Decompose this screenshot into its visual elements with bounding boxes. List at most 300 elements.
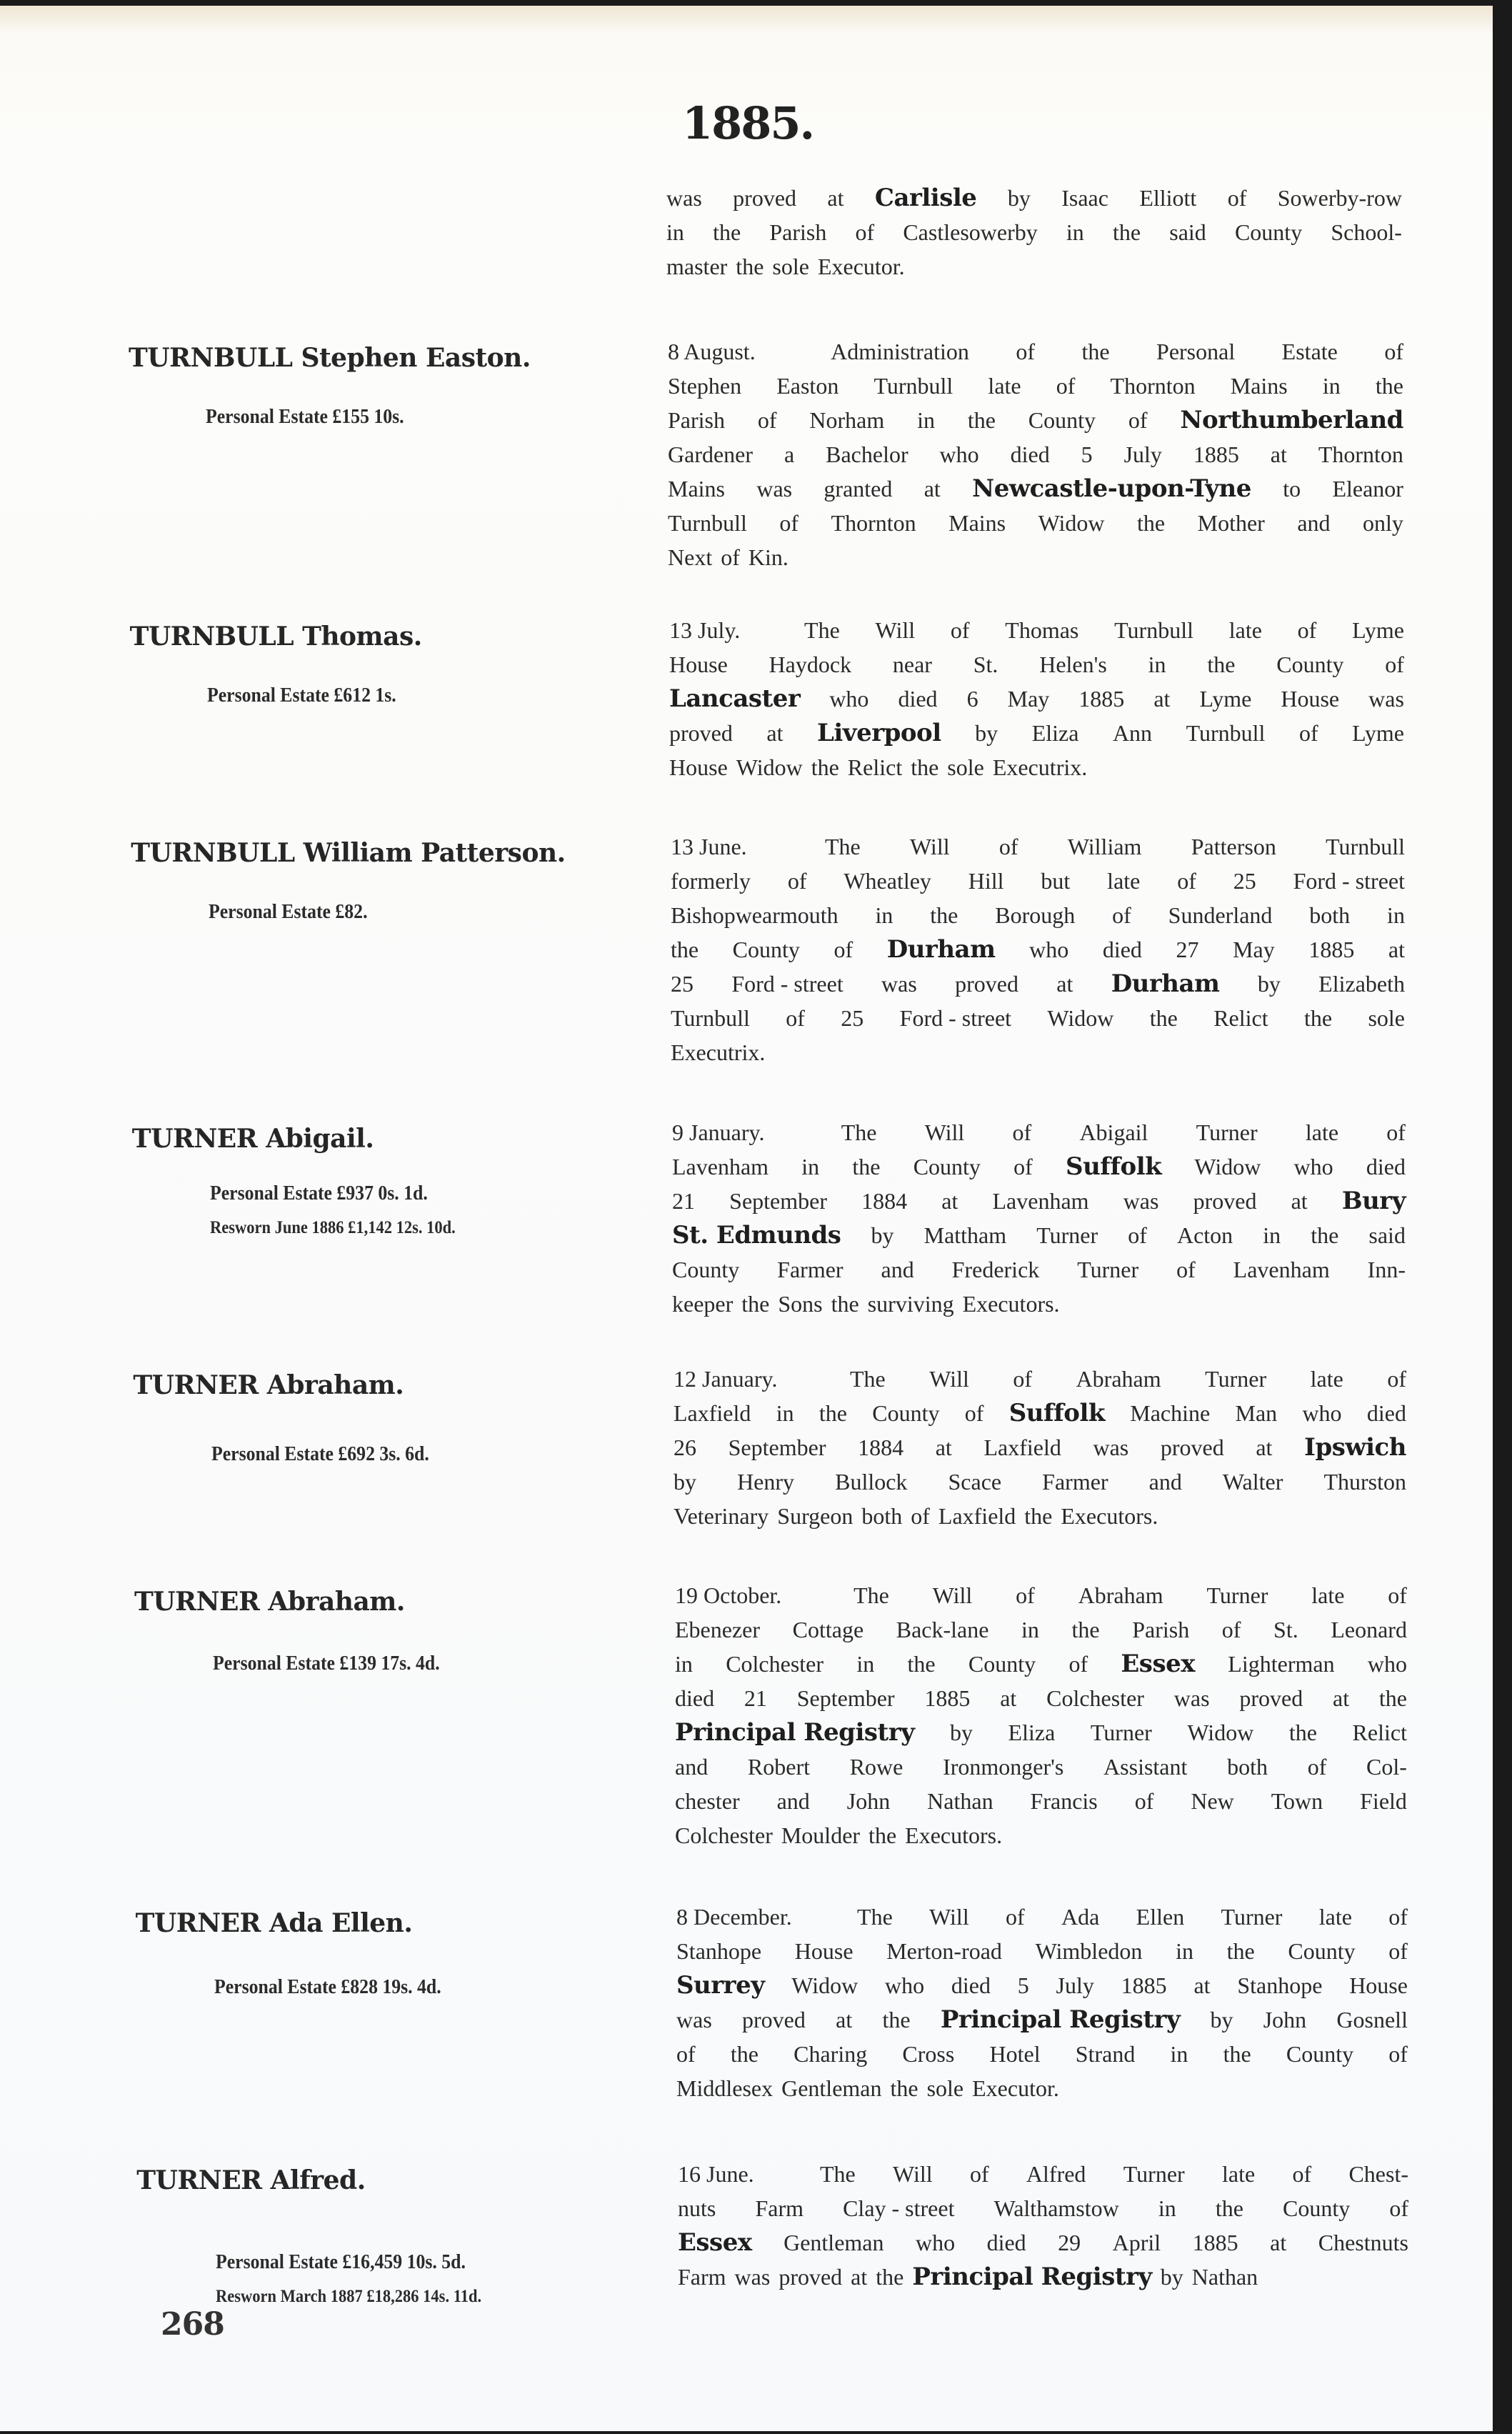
word: Lavenham: [992, 1188, 1089, 1214]
word: of: [1388, 1582, 1407, 1608]
word: who: [1029, 937, 1069, 962]
word: the: [811, 754, 839, 780]
text-line: [678, 2260, 1408, 2294]
personal-estate-value: Personal Estate £692 3s. 6d.: [211, 1443, 429, 1465]
word: Abraham: [1078, 1582, 1163, 1608]
word: Eleanor: [1332, 476, 1403, 502]
word: in: [1170, 2041, 1188, 2067]
word: Widow: [1187, 1720, 1254, 1745]
word: granted: [823, 476, 893, 502]
personal-estate-value: Personal Estate £937 0s. 1d.: [210, 1182, 428, 1204]
word: surviving: [867, 1291, 954, 1317]
word: Sowerby-row: [1277, 185, 1402, 211]
word: said: [1368, 1222, 1406, 1248]
text-line: [676, 2037, 1408, 2071]
word: 6: [966, 686, 978, 712]
word: William: [1067, 834, 1142, 859]
word: in: [875, 902, 893, 928]
word: of: [1006, 1904, 1025, 1930]
word: at: [1270, 442, 1287, 467]
word: Stanhope: [1237, 1972, 1323, 1998]
word: Moulder: [781, 1822, 861, 1848]
word: was: [1093, 1435, 1129, 1460]
word: The: [849, 1366, 886, 1392]
word: the: [1223, 2041, 1251, 2067]
personal-estate-value: Personal Estate £82.: [209, 901, 368, 923]
word: the: [852, 1154, 881, 1179]
text-line: [675, 1578, 1407, 1612]
word: Turnbull: [1186, 720, 1266, 746]
word: of: [998, 834, 1018, 859]
entry-text: [678, 2157, 1408, 2294]
word: May: [1233, 937, 1275, 962]
word: Norham: [809, 407, 885, 433]
word: and: [1297, 510, 1331, 536]
word: The: [841, 1119, 877, 1145]
word: Kin.: [748, 544, 788, 570]
word: died: [898, 686, 938, 712]
personal-estate-value: Personal Estate £155 10s.: [206, 406, 404, 428]
word: of: [1221, 1617, 1241, 1642]
text-line: [666, 249, 1402, 284]
word: Haydock: [768, 652, 852, 677]
grant-date: 8 August.: [668, 339, 756, 364]
word: Turner: [1206, 1582, 1268, 1608]
word: 25: [841, 1005, 864, 1031]
word: Next: [668, 544, 713, 570]
word: of: [1227, 185, 1247, 211]
place-name: Essex: [678, 2228, 752, 2257]
word: was: [1123, 1188, 1159, 1214]
word: of: [1385, 652, 1404, 677]
place-name: Durham: [886, 935, 996, 964]
word: in: [776, 1400, 794, 1426]
text-line: [671, 829, 1405, 864]
word: Turner: [1123, 2161, 1185, 2187]
word: the: [1288, 1720, 1317, 1745]
word: Bishopwearmouth: [671, 902, 838, 928]
word: of: [1177, 868, 1196, 894]
word: the: [1112, 219, 1141, 245]
decedent-name: TURNER Alfred.: [136, 2165, 366, 2195]
word: of: [757, 407, 777, 433]
word: Strand: [1075, 2041, 1136, 2067]
word: only: [1363, 510, 1403, 536]
word: sole: [1368, 1005, 1405, 1031]
word: Stephen: [668, 373, 742, 399]
word: was: [1173, 1685, 1210, 1711]
word: 5: [1081, 442, 1093, 467]
word: of: [1389, 2195, 1408, 2221]
word: House: [794, 1938, 853, 1964]
word: Turnbull: [671, 1005, 750, 1031]
word: Farm: [678, 2264, 726, 2290]
word: Executors.: [905, 1822, 1003, 1848]
grant-date: 19 October.: [675, 1582, 782, 1608]
word: the: [736, 254, 764, 279]
word: by: [1257, 971, 1281, 997]
text-line: [674, 1396, 1406, 1430]
word: 5: [1017, 1972, 1029, 1998]
grant-date: 13 June.: [671, 834, 747, 859]
word: Administration: [831, 339, 969, 364]
word: Mattham: [923, 1222, 1007, 1248]
word: Acton: [1176, 1222, 1233, 1248]
word: died: [1010, 442, 1050, 467]
word: at: [923, 476, 941, 502]
word: Hotel: [989, 2041, 1041, 2067]
word: the: [1378, 1685, 1407, 1711]
word: late: [1107, 868, 1141, 894]
word: Eliza: [1008, 1720, 1056, 1745]
word: Will: [924, 1119, 965, 1145]
word: Isaac: [1061, 185, 1108, 211]
word: 27: [1176, 937, 1199, 962]
word: who: [915, 2230, 956, 2255]
text-line: [668, 403, 1403, 437]
text-line: [666, 181, 1402, 215]
text-line: [671, 967, 1405, 1001]
word: of: [1388, 1938, 1408, 1964]
word: Lavenham: [672, 1154, 769, 1179]
place-name: Carlisle: [874, 184, 977, 212]
word: proved: [1193, 1188, 1257, 1214]
word: was: [881, 971, 917, 997]
word: Rowe: [849, 1754, 903, 1780]
word: Merton-road: [886, 1938, 1002, 1964]
word: was: [734, 2264, 771, 2290]
text-line: [672, 1218, 1406, 1252]
word: formerly: [671, 868, 751, 894]
word: Widow: [1194, 1154, 1261, 1179]
word: of: [950, 617, 970, 643]
word: Bachelor: [826, 442, 908, 467]
word: of: [1013, 1154, 1033, 1179]
word: proved: [955, 971, 1018, 997]
word: a: [783, 442, 795, 467]
word: died: [986, 2230, 1026, 2255]
word: Leonard: [1331, 1617, 1407, 1642]
word: Frederick: [951, 1257, 1040, 1282]
register-page: [0, 6, 1493, 2431]
text-line: [672, 1184, 1406, 1218]
word: Wheatley: [843, 868, 931, 894]
decedent-name: TURNBULL William Patterson.: [131, 838, 566, 868]
grant-date: 12 January.: [674, 1366, 778, 1392]
word: 1885: [1193, 442, 1239, 467]
word: by: [1007, 185, 1031, 211]
word: the: [730, 2041, 758, 2067]
word: in: [856, 1651, 875, 1677]
word: the: [1207, 652, 1236, 677]
decedent-name: TURNER Ada Ellen.: [135, 1908, 413, 1938]
word: 1884: [858, 1435, 904, 1460]
place-name: Ipswich: [1304, 1433, 1406, 1462]
word: Will: [929, 1904, 969, 1930]
word: Lavenham: [1233, 1257, 1330, 1282]
word: in: [1387, 902, 1405, 928]
word: the: [930, 902, 958, 928]
text-line: [678, 2225, 1408, 2260]
word: Will: [932, 1582, 973, 1608]
word: Hill: [968, 868, 1004, 894]
word: the: [818, 1400, 847, 1426]
word: who: [939, 442, 979, 467]
word: the: [1303, 1005, 1333, 1031]
word: Farmer: [777, 1257, 843, 1282]
word: County: [1276, 652, 1344, 677]
word: Turnbull: [873, 373, 953, 399]
word: Thurston: [1323, 1469, 1406, 1495]
word: late: [1311, 1582, 1345, 1608]
word: of: [1128, 1222, 1147, 1248]
word: of: [833, 937, 853, 962]
word: September: [796, 1685, 895, 1711]
word: was: [756, 476, 793, 502]
word: Chestnuts: [1318, 2230, 1408, 2255]
word: Elizabeth: [1318, 971, 1405, 997]
word: Executor.: [817, 254, 905, 279]
text-line: [672, 1115, 1406, 1149]
word: Gardener: [668, 442, 754, 467]
word: in: [917, 407, 935, 433]
word: Turnbull: [668, 510, 747, 536]
word: Field: [1360, 1788, 1407, 1814]
word: of: [779, 510, 799, 536]
word: The: [857, 1904, 893, 1930]
word: Ellen: [1136, 1904, 1185, 1930]
grant-date: 8 December.: [676, 1904, 792, 1930]
word: by: [1160, 2264, 1183, 2290]
word: Henry: [737, 1469, 795, 1495]
page-year-heading: 1885.: [682, 97, 814, 149]
text-line: [674, 1499, 1406, 1533]
word: both: [1309, 902, 1351, 928]
word: Eliza: [1031, 720, 1079, 746]
word: in: [1158, 2195, 1176, 2221]
word: New: [1191, 1788, 1234, 1814]
text-line: [669, 716, 1404, 750]
word: Laxfield: [983, 1435, 1061, 1460]
word: said: [1169, 219, 1206, 245]
text-line: [678, 2191, 1408, 2225]
word: of: [1016, 1582, 1035, 1608]
word: Thomas: [1005, 617, 1079, 643]
word: was: [666, 185, 702, 211]
word: of: [855, 219, 875, 245]
word: The: [804, 617, 840, 643]
word: House: [1281, 686, 1340, 712]
word: Gentleman: [781, 2075, 882, 2101]
word: was: [1368, 686, 1404, 712]
word: County: [672, 1257, 740, 1282]
word: proved: [778, 2264, 843, 2290]
word: Turner: [1205, 1366, 1267, 1392]
word: The: [853, 1582, 889, 1608]
place-name: Principal Registry: [675, 1718, 915, 1747]
word: late: [1310, 1366, 1343, 1392]
word: late: [1221, 2161, 1256, 2187]
word: both: [861, 1503, 903, 1529]
word: of: [1068, 1651, 1088, 1677]
word: Chest-: [1348, 2161, 1408, 2187]
word: September: [728, 1435, 826, 1460]
word: proved: [1160, 1435, 1224, 1460]
word: Personal: [1156, 339, 1236, 364]
word: Wimbledon: [1035, 1938, 1143, 1964]
word: Veterinary: [674, 1503, 769, 1529]
personal-estate-value: Personal Estate £612 1s.: [207, 684, 396, 707]
grant-date: 16 June.: [678, 2161, 754, 2187]
word: County: [732, 937, 800, 962]
word: St.: [973, 652, 998, 677]
word: Cottage: [792, 1617, 864, 1642]
entry-text: [668, 334, 1403, 574]
word: Ebenezer: [675, 1617, 761, 1642]
word: in: [1066, 219, 1084, 245]
word: of: [1387, 1366, 1406, 1392]
word: Easton: [776, 373, 839, 399]
word: Bullock: [835, 1469, 908, 1495]
text-line: [669, 613, 1404, 647]
word: of: [1388, 1904, 1408, 1930]
word: Patterson: [1191, 834, 1276, 859]
word: Farm: [755, 2195, 803, 2221]
word: died: [1102, 937, 1142, 962]
word: Thornton: [1110, 373, 1196, 399]
text-line: [674, 1465, 1406, 1499]
entry-text: [671, 829, 1405, 1069]
word: by: [871, 1222, 894, 1248]
word: of: [1384, 339, 1403, 364]
text-line: [668, 472, 1403, 506]
word: County: [1234, 219, 1303, 245]
word: Executor.: [972, 2075, 1059, 2101]
word: the: [890, 2075, 918, 2101]
word: Turner: [1221, 1904, 1283, 1930]
word: died: [1366, 1400, 1406, 1426]
word: of: [1134, 1788, 1154, 1814]
word: Ann: [1112, 720, 1153, 746]
word: of: [1176, 1257, 1196, 1282]
word: Walter: [1222, 1469, 1283, 1495]
word: in: [675, 1651, 693, 1677]
text-line: [675, 1647, 1407, 1681]
word: Nathan: [1191, 2264, 1258, 2290]
word: Mains: [1230, 373, 1288, 399]
word: the: [1081, 339, 1110, 364]
word: Man: [1235, 1400, 1278, 1426]
word: who: [1293, 1154, 1333, 1179]
word: John: [1263, 2007, 1307, 2033]
text-line: [671, 1035, 1405, 1069]
place-name: Northumberland: [1180, 406, 1403, 434]
word: of: [1386, 1119, 1406, 1145]
word: in: [666, 219, 684, 245]
word: Executors.: [962, 1291, 1060, 1317]
word: Ford - street: [899, 1005, 1012, 1031]
word: Lighterman: [1228, 1651, 1335, 1677]
word: Cross: [902, 2041, 955, 2067]
word: Ford - street: [731, 971, 843, 997]
word: by: [949, 1720, 973, 1745]
word: The: [819, 2161, 856, 2187]
place-name: Suffolk: [1066, 1152, 1162, 1181]
word: to: [1283, 476, 1301, 502]
word: Relict: [1352, 1720, 1407, 1745]
entry-text: [674, 1362, 1406, 1533]
word: at: [1291, 1188, 1308, 1214]
word: Ada: [1061, 1904, 1100, 1930]
word: Executrix.: [992, 754, 1088, 780]
word: proved: [742, 2007, 806, 2033]
text-line: [671, 898, 1405, 932]
word: of: [1012, 1119, 1032, 1145]
word: Relict: [1213, 1005, 1268, 1031]
word: Will: [875, 617, 916, 643]
word: the: [907, 1651, 936, 1677]
text-line: [671, 1001, 1405, 1035]
word: Turnbull: [1326, 834, 1405, 859]
word: Ford - street: [1293, 868, 1405, 894]
word: at: [1056, 971, 1073, 997]
word: at: [1270, 2230, 1287, 2255]
decedent-name: TURNBULL Stephen Easton.: [129, 343, 531, 373]
word: 1885: [1308, 937, 1355, 962]
word: House: [1349, 1972, 1408, 1998]
word: the: [1226, 1938, 1255, 1964]
place-name: Surrey: [676, 1971, 765, 2000]
word: died: [675, 1685, 715, 1711]
word: Francis: [1030, 1788, 1098, 1814]
word: the: [1137, 510, 1166, 536]
word: Nathan: [927, 1788, 993, 1814]
word: 1885: [1192, 2230, 1238, 2255]
word: Estate: [1281, 339, 1338, 364]
word: Lyme: [1199, 686, 1252, 712]
word: and: [881, 1257, 914, 1282]
word: sole: [947, 754, 984, 780]
word: who: [1302, 1400, 1342, 1426]
word: County: [1283, 2195, 1351, 2221]
text-line: [675, 1612, 1407, 1647]
word: Executrix.: [671, 1039, 766, 1065]
text-line: [668, 506, 1403, 540]
word: at: [1193, 1972, 1211, 1998]
word: July: [1056, 1972, 1094, 1998]
word: late: [988, 373, 1021, 399]
entry-text: [672, 1115, 1406, 1321]
word: Lyme: [1352, 617, 1404, 643]
word: Turner: [1036, 1222, 1098, 1248]
place-name: Principal Registry: [940, 2005, 1181, 2034]
word: by: [674, 1469, 696, 1495]
word: died: [951, 1972, 991, 1998]
word: at: [1333, 1685, 1350, 1711]
place-name: Durham: [1111, 969, 1220, 998]
word: Colchester: [1046, 1685, 1144, 1711]
word: House: [669, 652, 728, 677]
word: Sons: [778, 1291, 823, 1317]
word: the: [1071, 1617, 1100, 1642]
text-line: [678, 2157, 1408, 2191]
text-line: [668, 437, 1403, 472]
text-line: [674, 1430, 1406, 1465]
text-line: [674, 1362, 1406, 1396]
word: at: [1388, 937, 1405, 962]
text-line: [668, 334, 1403, 369]
word: County: [872, 1400, 940, 1426]
